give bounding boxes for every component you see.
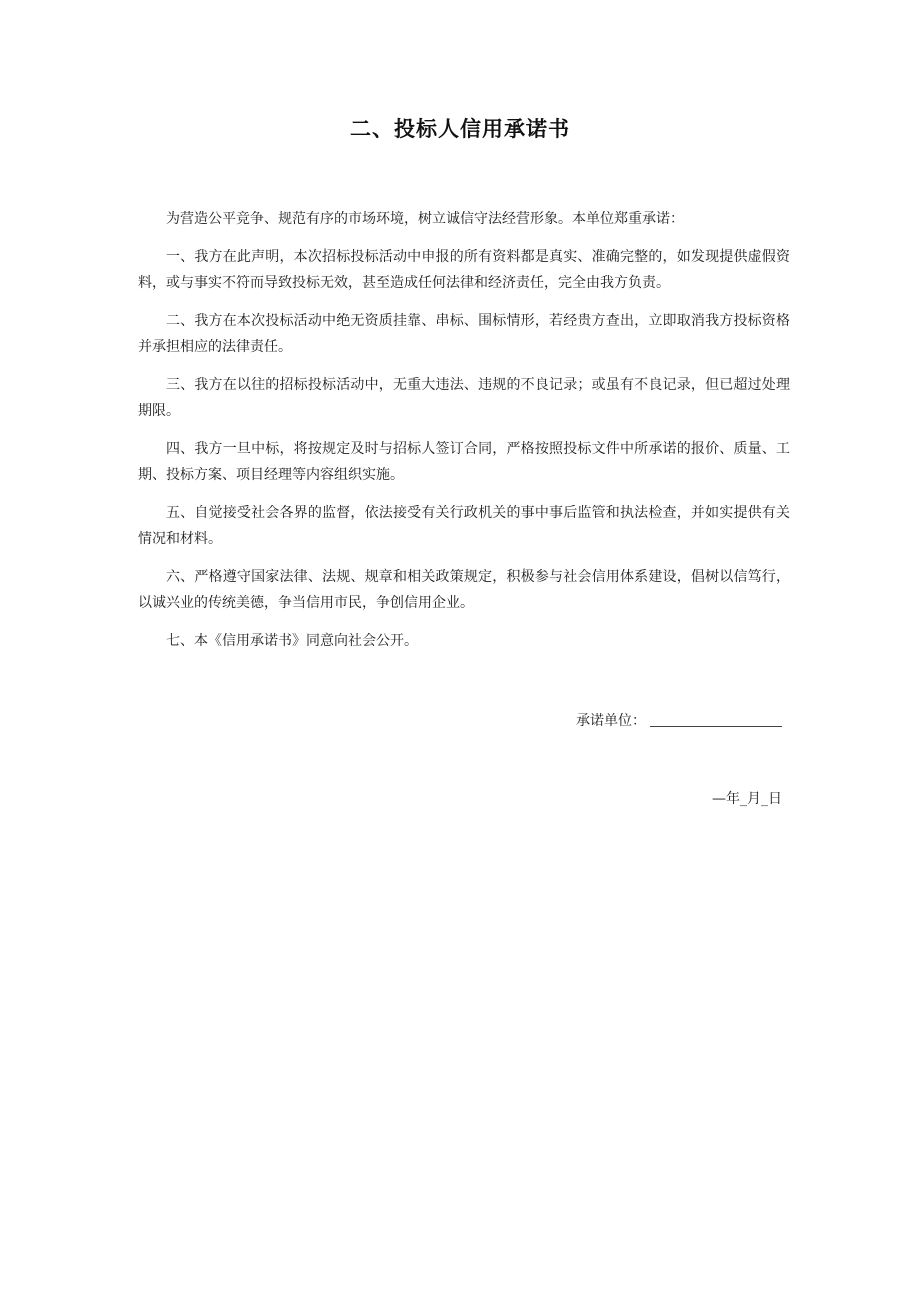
- signature-line: [576, 708, 782, 734]
- signature-blank: [650, 710, 782, 727]
- commitment-paragraph-1: 一、我方在此声明，本次招标投标活动中申报的所有资料都是真实、准确完整的，如发现提供虚假资料，或与事实不符而导致投标无效，甚至造成任何法律和经济责任，完全由我方负责。: [138, 249, 790, 291]
- commitment-paragraph-5: 五、自觉接受社会各界的监督，依法接受有关行政机关的事中事后监管和执法检查，并如实提供有关情况和材料。: [138, 505, 790, 547]
- document-title: 二、投标人信用承诺书: [350, 117, 570, 141]
- date-line: —年_月_日: [712, 791, 782, 807]
- commitment-paragraph-6: 六、严格遵守国家法律、法规、规章和相关政策规定，积极参与社会信用体系建设，倡树以信笃行，以诚兴业的传统美德，争当信用市民，争创信用企业。: [138, 569, 790, 611]
- commitment-paragraph-4: 四、我方一旦中标，将按规定及时与招标人签订合同，严格按照投标文件中所承诺的报价、质量、工期、投标方案、项目经理等内容组织实施。: [138, 441, 790, 483]
- commitment-paragraph-3: 三、我方在以往的招标投标活动中，无重大违法、违规的不良记录；或虽有不良记录，但已超过处理期限。: [138, 377, 790, 419]
- intro-paragraph: 为营造公平竞争、规范有序的市场环境，树立诚信守法经营形象。本单位郑重承诺：: [166, 211, 684, 227]
- commitment-paragraph-7: 七、本《信用承诺书》同意向社会公开。: [166, 633, 418, 649]
- document-body: [138, 206, 790, 666]
- signature-label: 承诺单位：: [576, 713, 646, 729]
- commitment-paragraph-2: 二、我方在本次投标活动中绝无资质挂靠、串标、围标情形，若经贵方查出，立即取消我方投标资格并承担相应的法律责任。: [138, 313, 790, 355]
